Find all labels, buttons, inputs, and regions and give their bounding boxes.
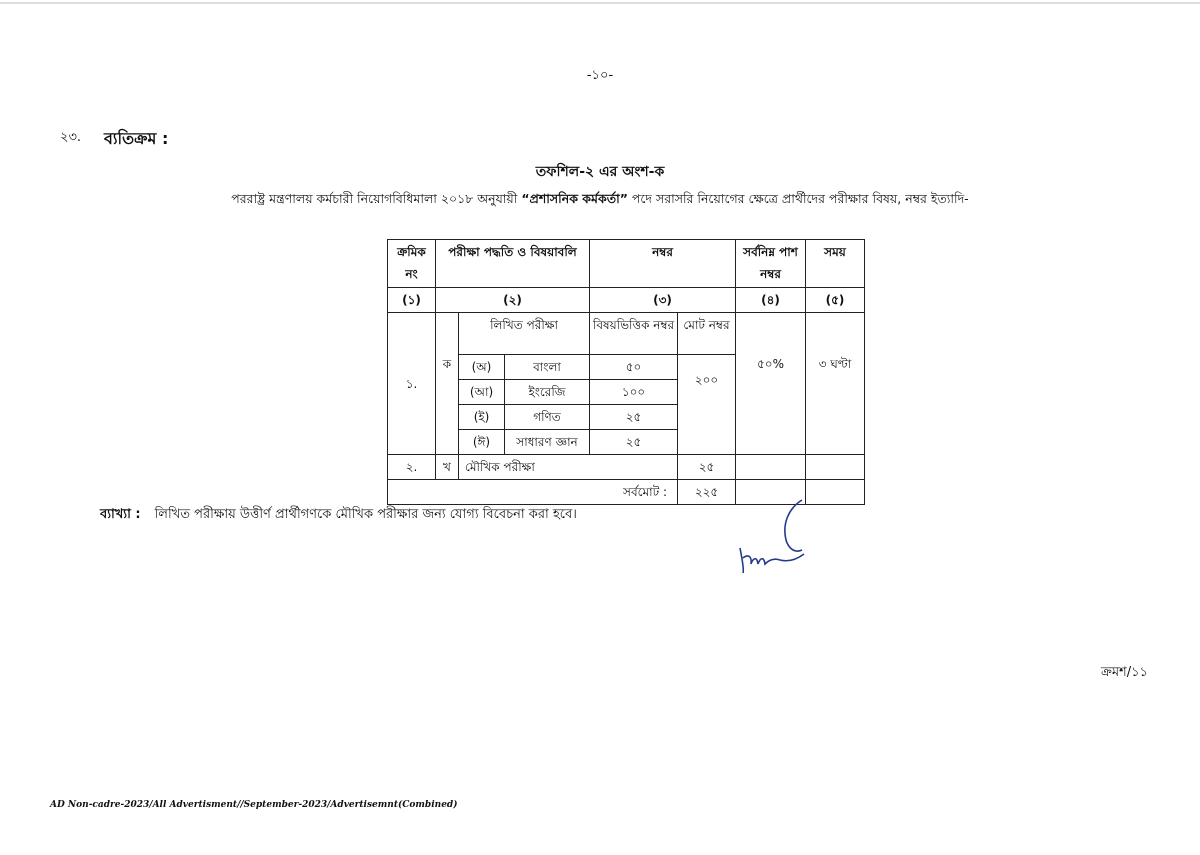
oral-exam-label: মৌখিক পরীক্ষা (459, 455, 678, 480)
subject-marks: ৫০ (590, 355, 678, 380)
subject-code: (ঈ) (459, 430, 505, 455)
footer-path: AD Non-cadre-2023/All Advertisment//September-2023/Advertisemnt(Combined) (50, 800, 458, 810)
grand-total-label: সর্বমোট : (388, 480, 678, 505)
serial-oral: ২. (388, 455, 436, 480)
subject-name: সাধারণ জ্ঞান (505, 430, 590, 455)
header-row (388, 240, 865, 288)
subject-name: গণিত (505, 405, 590, 430)
note-text: লিখিত পরীক্ষায় উত্তীর্ণ প্রার্থীগণকে মৌখিক পরীক্ষার জন্য যোগ্য বিবেচনা করা হবে। (154, 507, 577, 522)
time-value: ৩ ঘণ্টা (806, 313, 865, 455)
col-number: (২) (436, 288, 590, 313)
col-number: (৩) (590, 288, 736, 313)
note-label: ব্যাখ্যা : (100, 507, 141, 522)
subject-name: ইংরেজি (505, 380, 590, 405)
oral-row (388, 455, 865, 480)
post-name: “প্রশাসনিক কর্মকর্তা” (521, 191, 628, 206)
written-exam-label: লিখিত পরীক্ষা (459, 313, 590, 355)
subject-marks: ২৫ (590, 430, 678, 455)
written-total: ২০০ (678, 355, 736, 455)
header-method: পরীক্ষা পদ্ধতি ও বিষয়াবলি (436, 240, 590, 288)
schedule-title: তফশিল-২ এর অংশ-ক (535, 164, 665, 180)
intro-suffix: পদে সরাসরি নিয়োগের ক্ষেত্রে প্রার্থীদের পরীক্ষার বিষয়, নম্বর ইত্যাদি- (627, 191, 969, 206)
subject-name: বাংলা (505, 355, 590, 380)
subject-marks: ২৫ (590, 405, 678, 430)
intro-paragraph (0, 191, 1200, 211)
exam-table (387, 239, 865, 505)
header-time: সময় (806, 240, 865, 288)
oral-marks: ২৫ (678, 455, 736, 480)
signature (734, 498, 814, 582)
subject-code: (ই) (459, 405, 505, 430)
empty-cell (736, 455, 806, 480)
section-number: ২৩. (60, 130, 82, 145)
col-number: (৪) (736, 288, 806, 313)
letter-written: ক (436, 313, 459, 455)
written-header-row (388, 313, 865, 355)
header-marks: নম্বর (590, 240, 736, 288)
empty-cell (806, 480, 865, 505)
serial-written: ১. (388, 313, 436, 455)
section-title: ব্যতিক্রম : (104, 129, 169, 148)
top-edge-line (0, 2, 1200, 4)
col-number: (৫) (806, 288, 865, 313)
col-number: (১) (388, 288, 436, 313)
intro-prefix: পররাষ্ট্র মন্ত্রণালয় কর্মচারী নিয়োগবিধিমালা ২০১৮ অনুযায়ী (231, 191, 522, 206)
header-serial: ক্রমিক নং (388, 240, 436, 288)
explanation-note (100, 505, 577, 526)
page-number: -১০- (586, 68, 614, 83)
column-number-row (388, 288, 865, 313)
continued-marker: ক্রমশ/১১ (1100, 665, 1148, 680)
subject-code: (অ) (459, 355, 505, 380)
subject-marks: ১০০ (590, 380, 678, 405)
subject-marks-header: বিষয়ভিত্তিক নম্বর (590, 313, 678, 355)
grand-total-value: ২২৫ (678, 480, 736, 505)
letter-oral: খ (436, 455, 459, 480)
subject-code: (আ) (459, 380, 505, 405)
header-min-pass: সর্বনিম্ন পাশ নম্বর (736, 240, 806, 288)
empty-cell (806, 455, 865, 480)
total-marks-header: মোট নম্বর (678, 313, 736, 355)
min-pass-value: ৫০% (736, 313, 806, 455)
